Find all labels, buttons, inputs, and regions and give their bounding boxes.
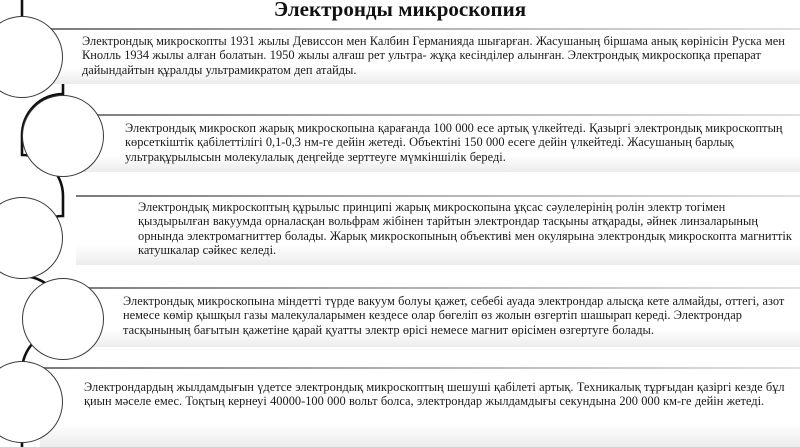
timeline-item-2 — [60, 116, 800, 172]
item-text: Электрондық микроскоп жарық микроскопына қарағанда 100 000 есе артық үлкейтеді. Қазыргі электрондық микроскоптың көрсеткіштік қабілеттілігі 0,1-0,3 нм-ге дейін жетеді. Объектіні 150 000 есеге дейін үлкейтеді. Жасушаның барлық ультрақұрылысын молекулалық деңгейде зерттеуге мүмкіншілік береді. — [125, 121, 783, 164]
timeline-node-4 — [22, 278, 104, 360]
item-text: Электрондық микроскоптың құрылыс принципі жарық микроскопына ұқсас сәулелерінің ролін электр тогімен қыздырылған вакуумда орналасқан вольфрам жібінен тарйтын электрондар тасқыны атқарады, әйнек линзаларының орнында электромагниттер болады. Жарық микроскопының объективі мен окулярына электрондық микроскопта магниттік катушкалар сәйкес келеді. — [138, 200, 792, 258]
timeline-node-2 — [22, 95, 104, 177]
timeline-item-5 — [40, 369, 800, 447]
page-title: Электронды микроскопия — [273, 0, 527, 21]
timeline-item-3 — [76, 197, 800, 265]
item-text: Электрондардың жылдамдығын үдетсе электрондық микроскоптың шешуші қабілеті артық. Техникалық тұрғыдан қазіргі кезде бұл қиын мәселе емес. Тоқтың кернеуі 40000-100 000 вольт болса, электрондар жылдамдығы секундына 200 000 км-ге дейін жетеді. — [84, 380, 785, 409]
item-text: Электрондық микроскопты 1931 жылы Девиссон мен Калбин Германияда шығарған. Жасушаның біршама анық көрінісін Руска мен Кнолль 1934 жылы алған болатын. 1950 жылы алғаш рет ультра- жұқа кесінділер алынған. Электрондық микроскопқа препарат дайындайтын құралды ультрамикратом деп атайды. — [82, 34, 785, 77]
timeline-item-4 — [60, 289, 800, 347]
item-text: Электрондық микроскопына міндетті түрде вакуум болуы қажет, себебі ауада электрондар алысқа кете алмайды, оттегі, азот немесе көмір қышқыл газы малекулаларымен кездесе олар бөгеліп өз жолын өзгертіп шашырап кереді. Электрондар тасқынының бағытын қажетіне қарай қуатты электр өрісі немесе магнит өрісімен өзгертуге болады. — [123, 294, 785, 337]
timeline-item-1 — [40, 30, 800, 84]
